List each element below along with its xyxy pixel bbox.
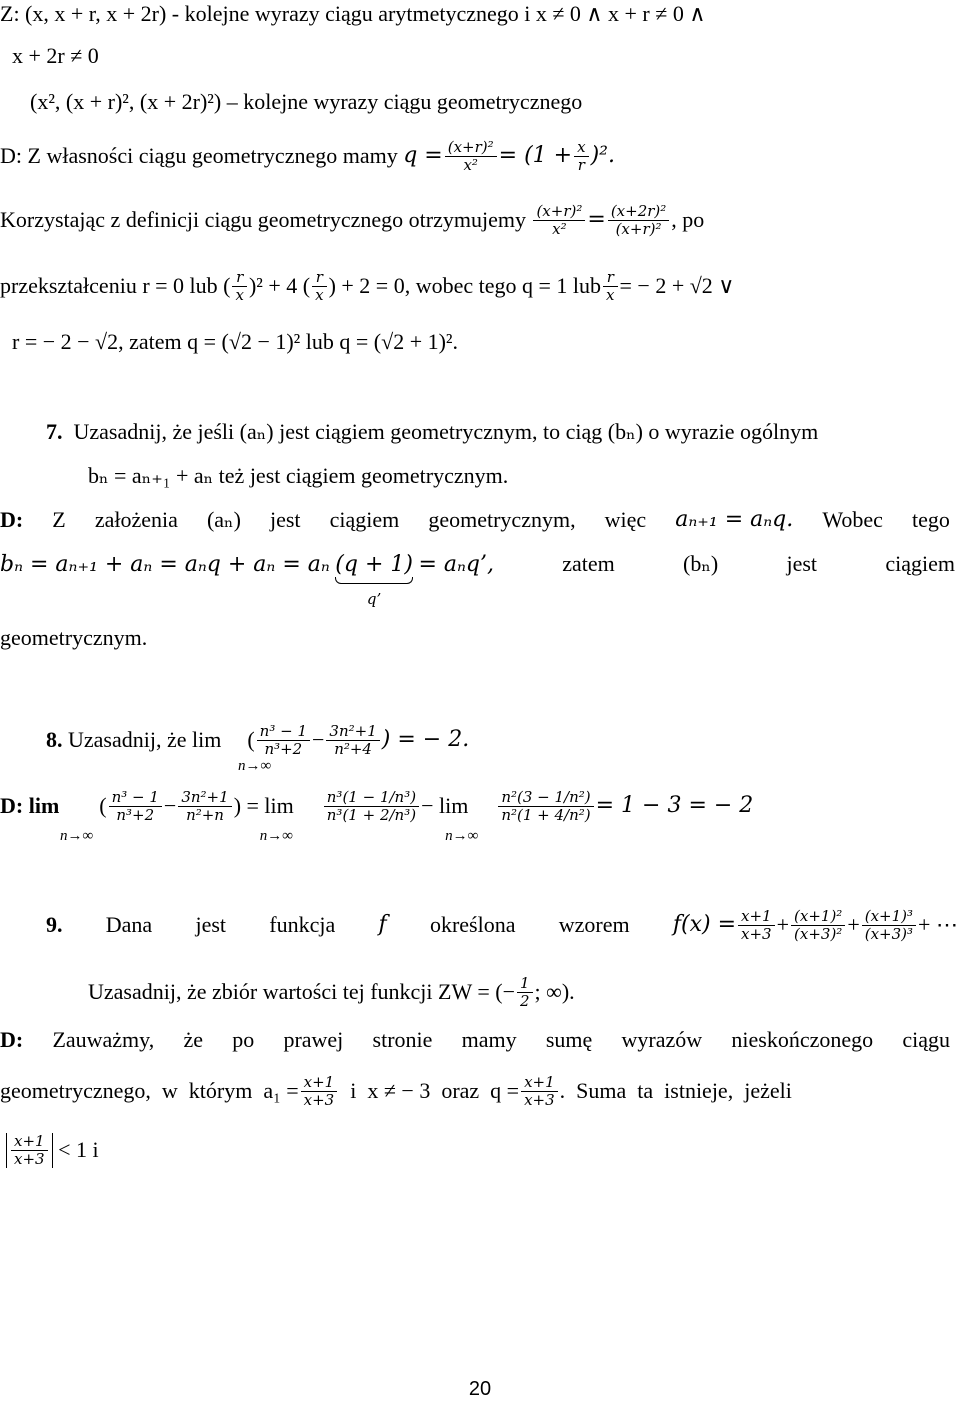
problem-9-l2-fraction: $\frac{1}{2}$ [517,975,533,1010]
problem-9-fraction-3: $\frac{\text{(x+1)³}}{\text{(x+3)³}}$ [862,908,916,943]
proof-6-l3-fraction-1: $\frac{r}{x}$ [232,269,246,304]
problem-9-w4: określona [429,912,516,937]
proof-8-line: D: lim n→∞ ( $\frac{\text{n³ − 1}}{\text{n³+2}}$ − $\frac{\text{3n²+1}}{\text{n²+n}}$ ) = lim n→∞ $\frac{\text{n³(1 − 1/n³)}}{\text{n³(1 + 2/n³)}}$ − lim n→∞ $\frac{\text{n²(3 − 1/n²)}}{\text{n²(1 + 4/n²)}}$ = 1 − 3 = − 2 [0,787,754,844]
proof-7-w10: tego [911,507,950,532]
problem-7-line-2: bₙ = aₙ₊₁ + aₙ też jest ciągiem geometrycznym. [88,463,509,488]
proof-8-lim-2: ) = lim n→∞ [233,793,294,844]
proof-9-w6: mamy [461,1027,517,1052]
problem-9-fx: f(x) = [672,912,737,937]
proof-7-line-2 [0,550,955,608]
proof-7-underbrace: (q + 1) q’ [335,552,413,608]
proof-9-l2-b: i x ≠ − 3 oraz q = [339,1078,520,1103]
proof-9-line-3 [6,1124,99,1176]
proof-6-l3-fraction-2: $\frac{r}{x}$ [312,269,326,304]
proof-7-w8: aₙ₊₁ = aₙq. [675,507,794,532]
proof-8-end: = 1 − 3 = − 2 [595,793,754,818]
proof-9-w9: nieskończonego [731,1027,874,1052]
proof-7-l2-w2: jest [786,551,818,576]
problem-8-minus: − [312,727,325,752]
proof-7-line-1 [0,506,950,534]
proof-6-fraction-1: $\frac{\text{(x+r)²}}{\text{x²}}$ [445,139,497,174]
proof-6-l3-d: = − 2 + √2 ∨ [619,273,735,298]
proof-6-line-3 [0,258,734,314]
proof-9-w3: po [232,1027,255,1052]
problem-9-line-2-text: Uzasadnij, że zbiór wartości tej funkcji ZW = (− [88,979,515,1004]
proof-7-w1: Z [52,507,66,532]
problem-8-end: ) = − 2. [381,727,470,752]
proof-8-minus: − [163,793,177,818]
proof-7-w5: ciągiem [329,507,400,532]
problem-9-dots: + ⋯ [918,912,958,937]
proof-9-line-2 [0,1064,792,1118]
proof-6-end: )². [590,143,615,168]
proof-9-l3-fraction: $\frac{x+1}{x+3}$ [11,1133,48,1168]
proof-9-l2-fraction-2: $\frac{x+1}{x+3}$ [521,1074,558,1109]
proof-6-q: q = [403,143,443,168]
proof-6-line-2 [0,192,704,248]
problem-8-number: 8. [46,727,63,752]
proof-9-w2: że [183,1027,203,1052]
proof-7-w6: geometrycznym, [428,507,576,532]
problem-9-number: 9. [46,912,63,937]
proof-6-l3-a: przekształceniu r = 0 lub ( [0,273,231,298]
proof-8-fraction-4: $\frac{\text{n²(3 − 1/n²)}}{\text{n²(1 + 4/n²)}}$ [498,789,593,824]
proof-9-w8: wyrazów [621,1027,703,1052]
problem-7-text: Uzasadnij, że jeśli (aₙ) jest ciągiem geometrycznym, to ciąg (bₙ) o wyrazie ogólnym [73,419,819,444]
problem-8-fraction-1: $\frac{\text{n³ − 1}}{\text{n³+2}}$ [257,723,310,758]
proof-8-fraction-1: $\frac{\text{n³ − 1}}{\text{n³+2}}$ [109,789,162,824]
problem-9-w1: jest [195,912,227,937]
proof-9-l3-end: < 1 i [58,1137,99,1162]
proof-8-fraction-3: $\frac{\text{n³(1 − 1/n³)}}{\text{n³(1 + 2/n³)}}$ [324,789,419,824]
proof-6-l2-end: , po [671,207,705,232]
proof-8-lim-3: − lim n→∞ [421,793,479,844]
proof-9-w5: stronie [372,1027,433,1052]
proof-7-l2-w3: ciągiem [885,551,955,576]
proof-6-line-2-text: Korzystając z definicji ciągu geometrycznego otrzymujemy [0,207,526,232]
proof-9-abs [6,1133,53,1168]
proof-9-l2-a: geometrycznego, w którym a₁ = [0,1078,299,1103]
proof-9-l2-fraction-1: $\frac{x+1}{x+3}$ [301,1074,338,1109]
proof-9-w10: ciągu [902,1027,950,1052]
problem-7-line-1 [46,418,818,446]
proof-9-w0: D: [0,1027,24,1052]
proof-9-w4: prawej [283,1027,344,1052]
proof-6-line-1 [0,130,615,182]
proof-6-l2-fraction-2: $\frac{\text{(x+2r)²}}{\text{(x+r)²}}$ [608,203,669,238]
proof-6-fraction-2: $\frac{x}{r}$ [574,139,588,174]
proof-7-w9: Wobec [822,507,883,532]
problem-9-plus-2: + [847,912,860,937]
proof-6-l3-b: )² + 4 ( [248,273,311,298]
proof-6-l2-eq: = [587,207,606,232]
given-line-3: (x², (x + r)², (x + 2r)²) – kolejne wyrazy ciągu geometrycznego [30,89,583,114]
proof-7-w4: jest [269,507,301,532]
proof-7-w3: (aₙ) [206,507,241,532]
proof-8-fraction-2: $\frac{\text{3n²+1}}{\text{n²+n}}$ [178,789,231,824]
proof-6-line-4: r = − 2 − √2, zatem q = (√2 − 1)² lub q = (√2 + 1)². [12,329,459,354]
proof-6-l3-fraction-3: $\frac{r}{x}$ [603,269,617,304]
proof-9-line-1 [0,1026,950,1054]
problem-8-fraction-2: $\frac{\text{3n²+1}}{\text{n²+4}}$ [326,723,379,758]
proof-9-l2-c: . Suma ta istnieje, jeżeli [559,1078,792,1103]
proof-9-w7: sumę [545,1027,593,1052]
page-number: 20 [468,1378,492,1400]
proof-6-l2-fraction-1: $\frac{\text{(x+r)²}}{\text{x²}}$ [533,203,585,238]
problem-9-w3: f [378,912,387,937]
given-line-2: x + 2r ≠ 0 [12,43,99,68]
problem-9-l2-end: ; ∞). [534,979,575,1004]
proof-7-l2-a: bₙ = aₙ₊₁ + aₙ = aₙq + aₙ = aₙ [0,552,330,577]
given-line-1: Z: (x, x + r, x + 2r) - kolejne wyrazy ciągu arytmetycznego i x ≠ 0 ∧ x + r ≠ 0 ∧ [0,1,706,26]
proof-7-l2-w0: zatem [562,551,615,576]
proof-7-line-3: geometrycznym. [0,625,148,650]
problem-9-line-1 [46,898,958,952]
proof-6-eq2: = (1 + [498,143,573,168]
problem-7-number: 7. [46,419,63,444]
problem-9-fraction-2: $\frac{\text{(x+1)²}}{\text{(x+3)²}}$ [791,908,845,943]
proof-6-intro: D: Z własności ciągu geometrycznego mamy [0,143,398,168]
problem-9-w5: wzorem [558,912,630,937]
problem-9-line-2 [88,966,575,1018]
proof-6-l3-c: ) + 2 = 0, wobec tego q = 1 lub [328,273,602,298]
proof-7-w0: D: [0,507,24,532]
proof-7-l2-b: = aₙq’, [418,552,494,577]
proof-7-w7: więc [604,507,647,532]
proof-9-w1: Zauważmy, [52,1027,155,1052]
problem-8-lim: Uzasadnij, że lim n→∞ [68,727,272,774]
problem-9-w2: funkcja [269,912,336,937]
proof-7-l2-w1: (bₙ) [683,551,719,576]
problem-9-fraction-1: $\frac{x+1}{x+3}$ [738,908,775,943]
problem-9-w0: Dana [105,912,153,937]
problem-9-plus-1: + [776,912,790,937]
proof-7-w2: założenia [94,507,178,532]
problem-8-line: 8. Uzasadnij, że lim n→∞ ( $\frac{\text{n³ − 1}}{\text{n³+2}}$ − $\frac{\text{3n²+1}}{\text{n²+4}}$ ) = − 2. [46,721,470,774]
proof-8-lim-1: D: lim n→∞ [0,793,94,844]
